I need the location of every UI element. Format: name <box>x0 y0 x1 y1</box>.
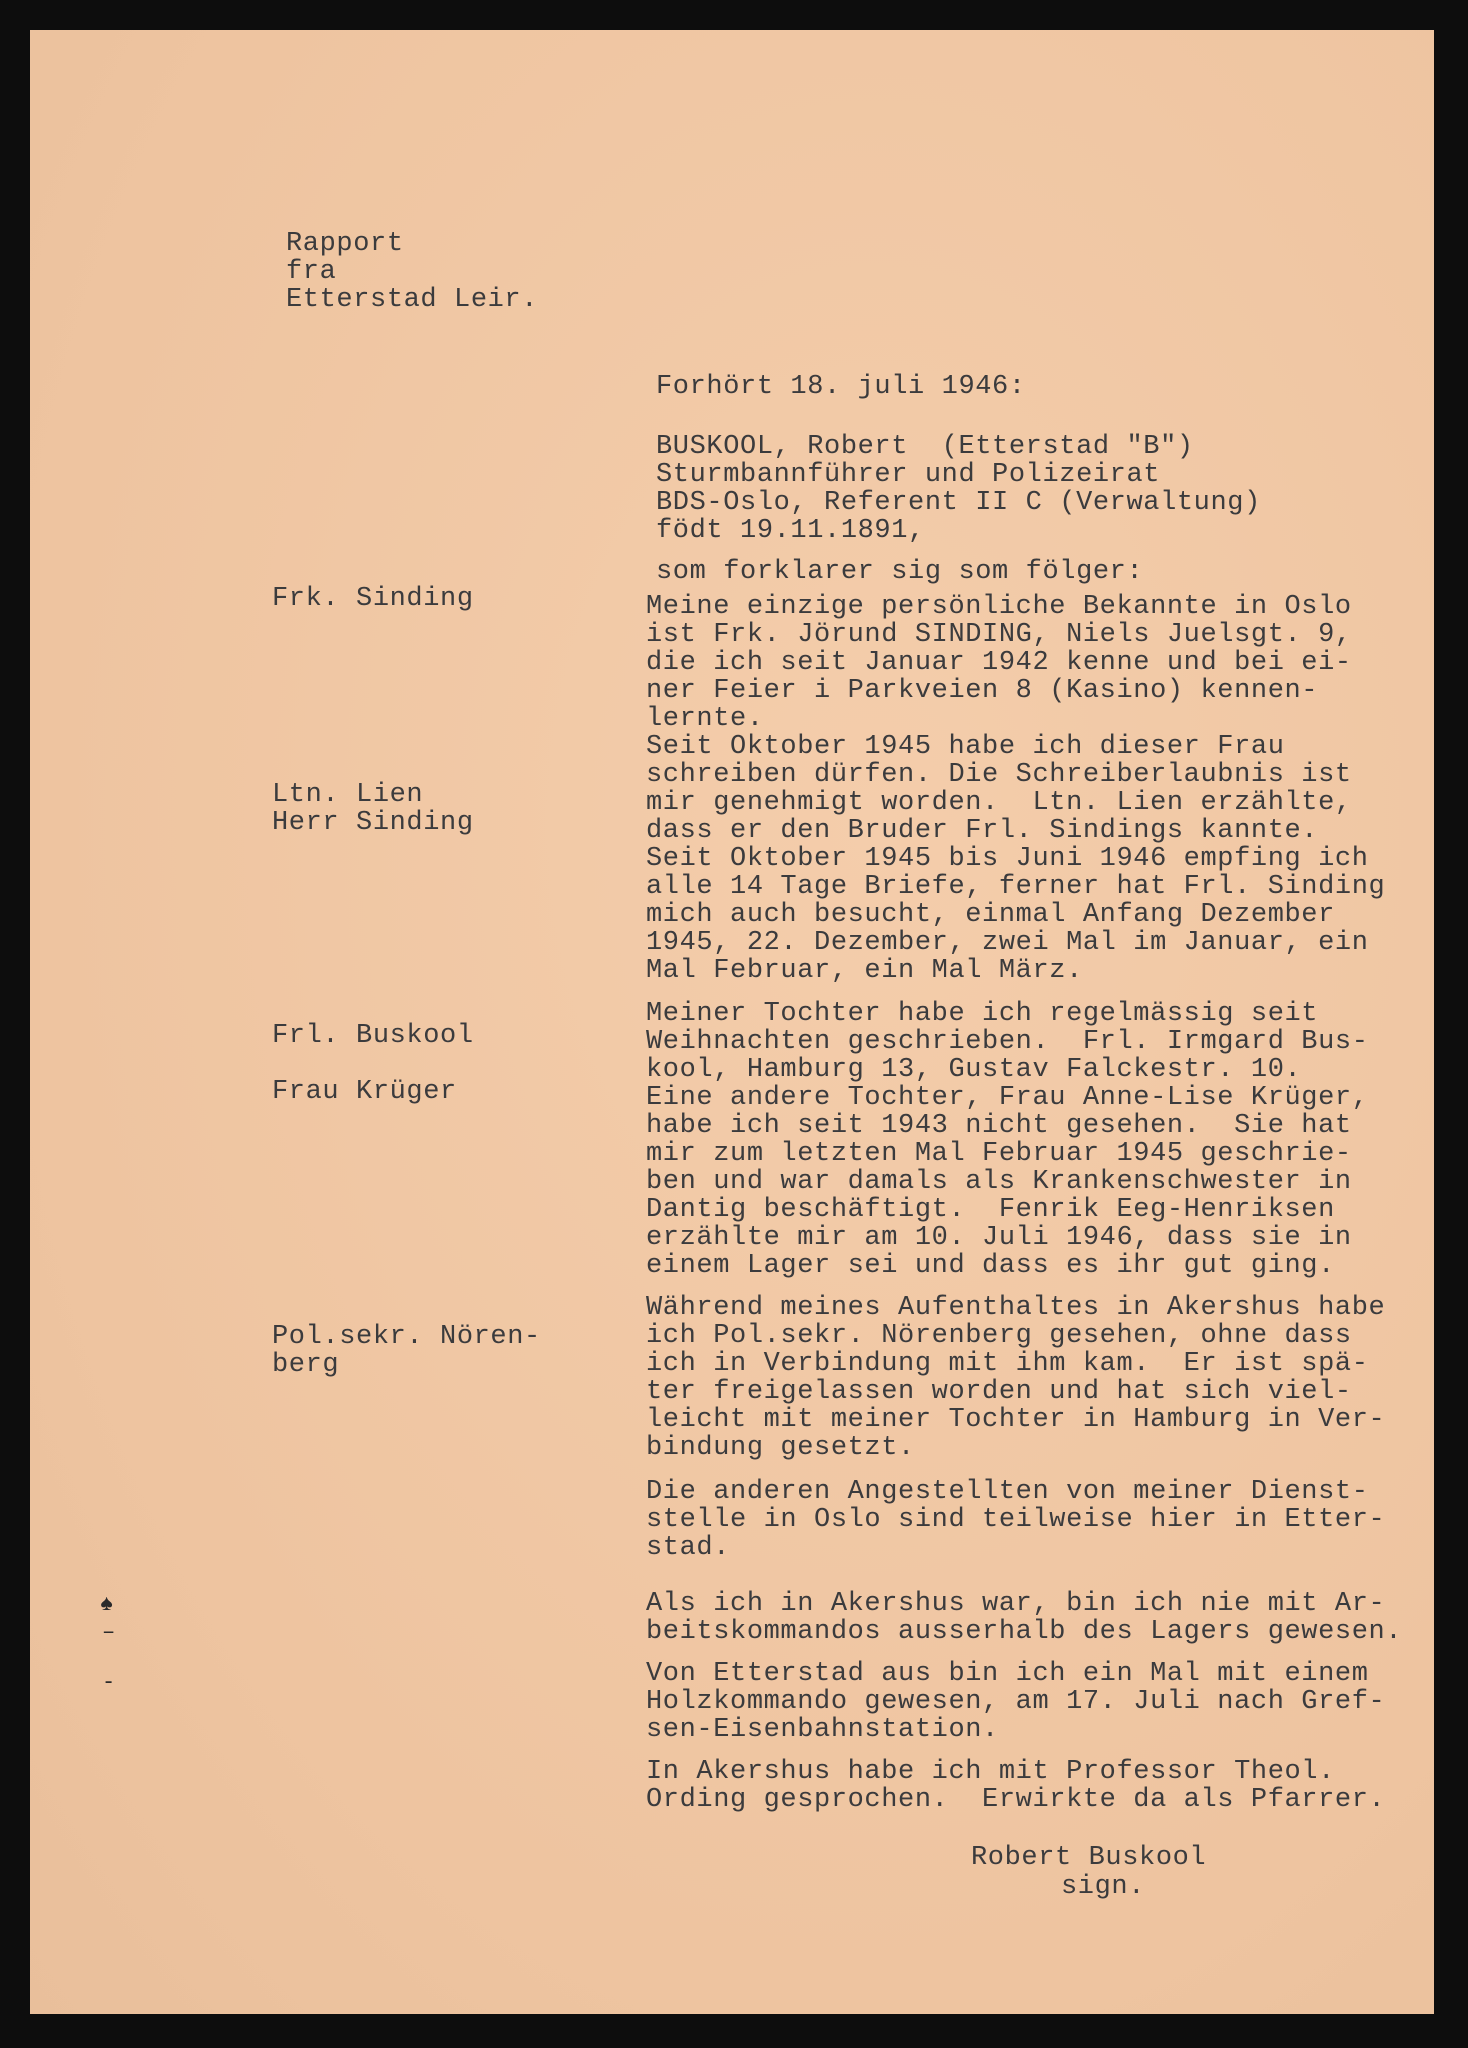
p1-line: Seit Oktober 1945 habe ich dieser Frau <box>646 732 1285 762</box>
punch-hole-mark-icon: – <box>102 1620 116 1645</box>
person-born: födt 19.11.1891, <box>656 516 925 546</box>
p3-line: bindung gesetzt. <box>646 1433 915 1463</box>
title-line-1: Rapport <box>286 229 404 259</box>
statement-intro: som forklarer sig som fölger: <box>656 557 1144 587</box>
person-rank: Sturmbannführer und Polizeirat <box>656 460 1161 490</box>
signature-sign: sign. <box>1061 1872 1146 1902</box>
p1-line: dass er den Bruder Frl. Sindings kannte. <box>646 816 1319 846</box>
p7-line: Ording gesprochen. Erwirkte da als Pfarrer. <box>646 1785 1386 1815</box>
p1-line: alle 14 Tage Briefe, ferner hat Frl. Sinding <box>646 872 1386 902</box>
margin-note-frk-sinding: Frk. Sinding <box>272 584 474 614</box>
p4-line: stad. <box>646 1533 731 1563</box>
p1-line: ner Feier i Parkveien 8 (Kasino) kennen- <box>646 676 1319 706</box>
punch-hole-mark-icon: - <box>102 1670 116 1695</box>
p5-line: Als ich in Akershus war, bin ich nie mit Ar- <box>646 1589 1386 1619</box>
p7-line: In Akershus habe ich mit Professor Theol. <box>646 1757 1335 1787</box>
margin-note-herr-sinding: Herr Sinding <box>272 808 474 838</box>
title-line-3: Etterstad Leir. <box>286 285 539 315</box>
person-office: BDS-Oslo, Referent II C (Verwaltung) <box>656 488 1261 518</box>
margin-note-frl-buskool: Frl. Buskool <box>272 1021 474 1051</box>
p1-line: ist Frk. Jörund SINDING, Niels Juelsgt. 9, <box>646 620 1352 650</box>
p6-line: Holzkommando gewesen, am 17. Juli nach Gref- <box>646 1687 1386 1717</box>
p1-line: die ich seit Januar 1942 kenne und bei ei- <box>646 648 1352 678</box>
p6-line: Von Etterstad aus bin ich ein Mal mit einem <box>646 1659 1369 1689</box>
p1-line: Meine einzige persönliche Bekannte in Oslo <box>646 592 1352 622</box>
signature-name: Robert Buskool <box>971 1843 1207 1873</box>
p1-line: mich auch besucht, einmal Anfang Dezember <box>646 900 1335 930</box>
p2-line: ben und war damals als Krankenschwester in <box>646 1167 1352 1197</box>
p2-line: einem Lager sei und dass es ihr gut ging. <box>646 1251 1335 1281</box>
p1-line: Mal Februar, ein Mal März. <box>646 956 1083 986</box>
margin-note-norenberg-1: Pol.sekr. Nören- <box>272 1322 541 1352</box>
p1-line: 1945, 22. Dezember, zwei Mal im Januar, ein <box>646 928 1369 958</box>
p1-line: mir genehmigt worden. Ltn. Lien erzählte, <box>646 788 1352 818</box>
p3-line: ich Pol.sekr. Nörenberg gesehen, ohne dass <box>646 1321 1352 1351</box>
p3-line: ter freigelassen worden und hat sich viel- <box>646 1377 1352 1407</box>
p3-line: leicht mit meiner Tochter in Hamburg in Ver- <box>646 1405 1386 1435</box>
person-name: BUSKOOL, Robert (Etterstad "B") <box>656 432 1194 462</box>
p2-line: erzählte mir am 10. Juli 1946, dass sie in <box>646 1223 1352 1253</box>
p2-line: Dantig beschäftigt. Fenrik Eeg-Henriksen <box>646 1195 1335 1225</box>
p6-line: sen-Eisenbahnstation. <box>646 1715 999 1745</box>
p3-line: Während meines Aufenthaltes in Akershus habe <box>646 1293 1386 1323</box>
p1-line: lernte. <box>646 704 764 734</box>
margin-note-frau-kruger: Frau Krüger <box>272 1077 457 1107</box>
p2-line: Eine andere Tochter, Frau Anne-Lise Krüger, <box>646 1083 1369 1113</box>
p1-line: schreiben dürfen. Die Schreiberlaubnis ist <box>646 760 1352 790</box>
punch-hole-mark-icon: ♠ <box>100 1592 114 1617</box>
document-page <box>30 30 1434 2014</box>
margin-note-norenberg-2: berg <box>272 1350 340 1380</box>
p1-line: Seit Oktober 1945 bis Juni 1946 empfing ich <box>646 844 1369 874</box>
p2-line: Meiner Tochter habe ich regelmässig seit <box>646 999 1319 1029</box>
p5-line: beitskommandos ausserhalb des Lagers gewesen. <box>646 1617 1403 1647</box>
p2-line: mir zum letzten Mal Februar 1945 geschrie- <box>646 1139 1352 1169</box>
p4-line: Die anderen Angestellten von meiner Dienst- <box>646 1477 1369 1507</box>
p4-line: stelle in Oslo sind teilweise hier in Etter- <box>646 1505 1386 1535</box>
title-line-2: fra <box>286 257 337 287</box>
p2-line: Weihnachten geschrieben. Frl. Irmgard Bus- <box>646 1027 1369 1057</box>
interrogation-date: Forhört 18. juli 1946: <box>656 372 1026 402</box>
p2-line: habe ich seit 1943 nicht gesehen. Sie hat <box>646 1111 1352 1141</box>
p2-line: kool, Hamburg 13, Gustav Falckestr. 10. <box>646 1055 1302 1085</box>
margin-note-ltn-lien: Ltn. Lien <box>272 780 424 810</box>
p3-line: ich in Verbindung mit ihm kam. Er ist spä- <box>646 1349 1369 1379</box>
